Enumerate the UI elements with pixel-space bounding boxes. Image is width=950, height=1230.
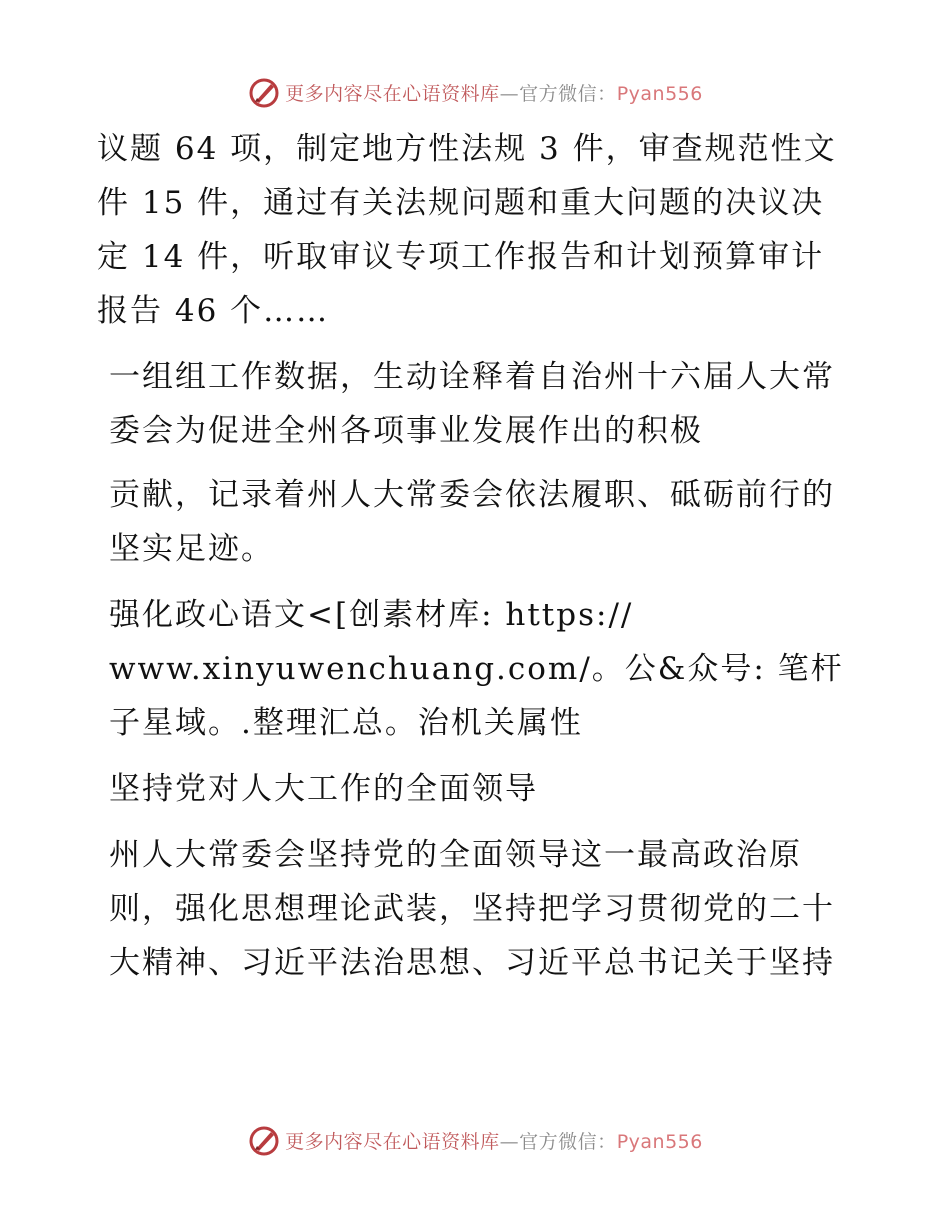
banner-wechat-id: Pyan556 <box>616 82 703 105</box>
pen-circle-logo-icon <box>247 75 281 109</box>
paragraph-contribution: 贡献，记录着州人大常委会依法履职、砥砺前行的坚实足迹。 <box>109 477 835 567</box>
paragraph-work-stats: 议题 64 项，制定地方性法规 3 件，审查规范性文件 15 件，通过有关法规问题和重大问题的决议决定 14 件，听取审议专项工作报告和计划预算审计报告 46 个…… <box>97 131 837 329</box>
banner-main-text: 更多内容尽在心语资料库 <box>285 82 500 105</box>
section-heading: 坚持党对人大工作的全面领导 <box>109 771 538 807</box>
document-body <box>97 122 857 1002</box>
banner-separator: — <box>499 1130 520 1153</box>
pen-circle-logo-icon <box>247 1123 281 1157</box>
paragraph-source-note: 强化政心语文<[创素材库: https:// www.xinyuwenchuang.com/。公&众号: 笔杆子星域。.整理汇总。治机关属性 <box>109 597 844 741</box>
footer-watermark-banner <box>0 1120 950 1160</box>
banner-wechat-id: Pyan556 <box>616 1130 703 1153</box>
banner-wechat-label: 官方微信： <box>519 82 617 105</box>
paragraph-data-intro: 一组组工作数据，生动诠释着自治州十六届人大常委会为促进全州各项事业发展作出的积极 <box>109 359 835 449</box>
banner-main-text: 更多内容尽在心语资料库 <box>285 1130 500 1153</box>
banner-separator: — <box>499 82 520 105</box>
header-watermark-banner <box>0 72 950 112</box>
paragraph-party-leadership: 州人大常委会坚持党的全面领导这一最高政治原则，强化思想理论武装，坚持把学习贯彻党的二十大精神、习近平法治思想、习近平总书记关于坚持 <box>109 837 835 981</box>
banner-wechat-label: 官方微信： <box>519 1130 617 1153</box>
